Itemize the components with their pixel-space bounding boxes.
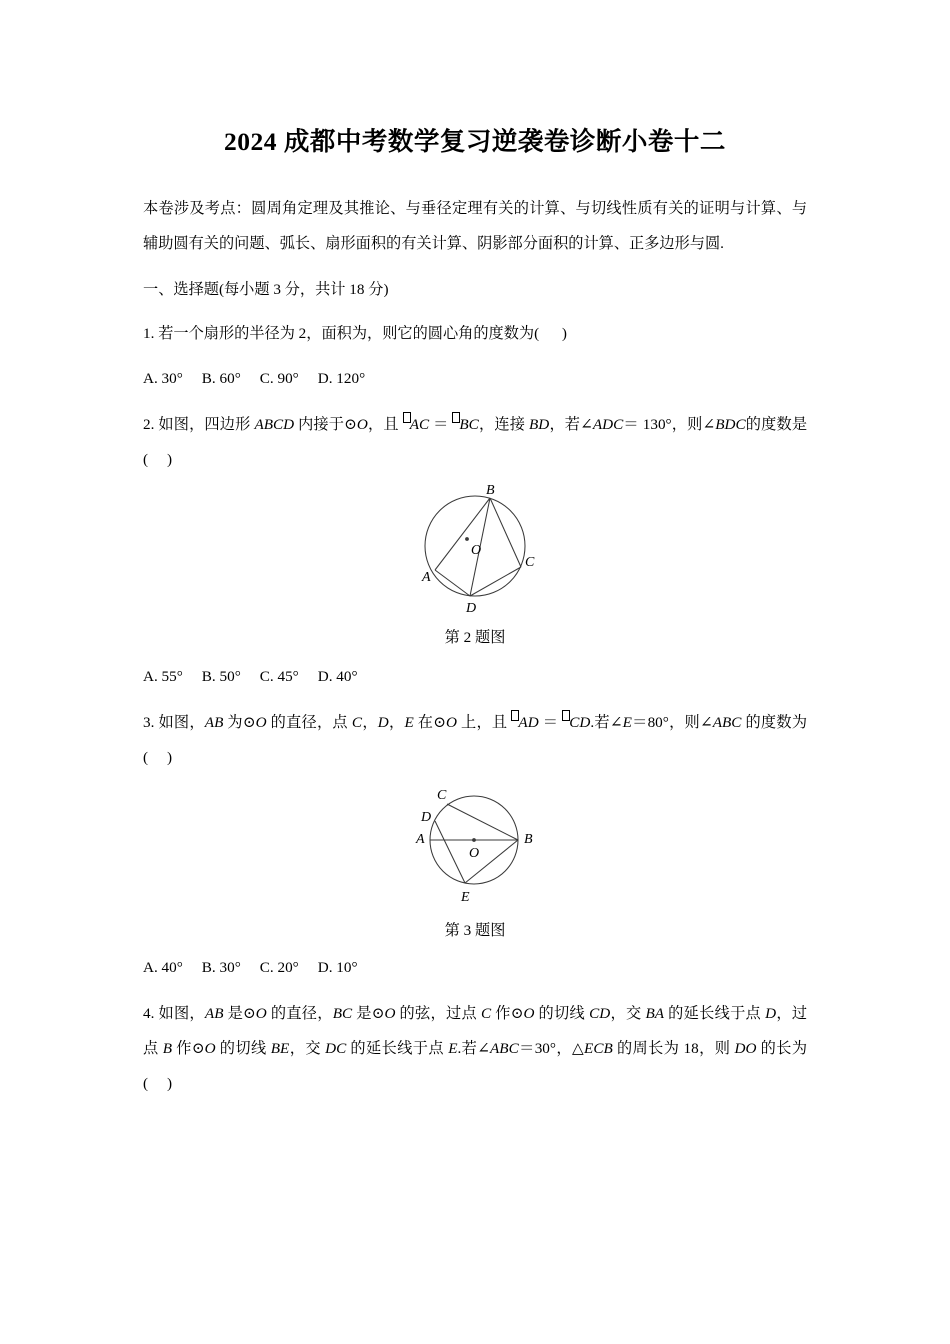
exam-scope-paragraph: 本卷涉及考点：圆周角定理及其推论、与垂径定理有关的计算、与切线性质有关的证明与计算、与辅助圆有关的问题、弧长、扇形面积的有关计算、阴影部分面积的计算、正多边形与圆.: [143, 200, 807, 252]
figure-3-label-c: C: [436, 788, 446, 803]
question-1-options: A. 30° B. 60° C. 90° D. 120°: [143, 370, 366, 387]
question-4-text: [143, 984, 807, 1101]
question-2-stem-part1: 2. 如图，四边形: [143, 416, 255, 433]
center-point-o: [465, 537, 469, 541]
question-2-stem-part4: ，连接: [478, 416, 530, 433]
question-4-stem-part13: ，交: [289, 1040, 326, 1057]
missing-glyph-box-icon: [403, 412, 411, 423]
question-3-em-d: D: [377, 714, 389, 731]
question-2-equals: ＝: [429, 416, 453, 433]
question-4-em-o3: O: [523, 1005, 535, 1022]
question-4-stem-part5: 的弦，过点: [395, 1005, 482, 1022]
question-3-text: [143, 693, 807, 775]
question-2-em-bd: BD: [529, 416, 550, 433]
question-4-em-abc: ABC: [490, 1040, 519, 1057]
question-3-em-e: E: [404, 714, 414, 731]
figure-3-label-o: O: [468, 846, 479, 861]
chord-de: [435, 821, 465, 883]
question-3-stem-part1: 3. 如图，: [143, 714, 205, 731]
question-4-stem-part2: 是⊙: [223, 1005, 256, 1022]
figure-2-caption: 第 2 题图: [444, 629, 506, 646]
figure-2-label-b: B: [485, 484, 495, 498]
question-3-em-angle-e: E: [622, 714, 632, 731]
chord-bc: [490, 498, 521, 567]
arc-notation-ad: [511, 705, 538, 740]
figure-3-label-d: D: [420, 810, 431, 825]
figure-question-2: [143, 477, 807, 619]
question-2-stem-part6: ＝ 130°，则∠: [623, 416, 716, 433]
question-2-stem-part7: 的度数是(: [143, 416, 808, 468]
question-4-answer-blank: [148, 1075, 167, 1092]
question-2-stem-part2: 内接于⊙: [294, 416, 357, 433]
question-4-stem-part16: ＝30°，: [518, 1040, 572, 1057]
figure-2-label-a: A: [421, 570, 431, 585]
figure-3-label-e: E: [460, 890, 470, 905]
figure-question-3: [143, 775, 807, 910]
question-2-em-adc: ADC: [592, 416, 624, 433]
question-4-stem-part12: 的切线: [215, 1040, 271, 1057]
figure-3-label-a: A: [415, 832, 425, 847]
question-1-stem: 1. 若一个扇形的半径为 2，面积为，则它的圆心角的度数为(: [143, 325, 540, 342]
question-2-answer-blank: [148, 451, 167, 468]
center-point-o: [472, 838, 476, 842]
question-4-em-ba: BA: [645, 1005, 665, 1022]
question-4-em-o2: O: [384, 1005, 396, 1022]
question-4-em-d: D: [765, 1005, 777, 1022]
question-4-stem-part11: 作⊙: [172, 1040, 205, 1057]
arc-notation-ac: [403, 407, 429, 442]
question-4-stem-part14: 的延长线于点: [346, 1040, 449, 1057]
question-4-em-ab: AB: [204, 1005, 224, 1022]
figure-3-svg: [393, 783, 558, 905]
question-2-text: [143, 395, 807, 477]
question-3-stem-end: ): [167, 749, 173, 766]
question-3-answer-blank: [148, 749, 167, 766]
arc-ad-letters: AD: [518, 714, 539, 731]
question-3-stem-part6: 在⊙: [413, 714, 446, 731]
question-3-stem-part9: ＝80°，则∠: [631, 714, 713, 731]
question-4-em-o1: O: [255, 1005, 267, 1022]
question-2-em-abcd: ABCD: [254, 416, 295, 433]
question-4-stem-part4: 是⊙: [352, 1005, 385, 1022]
figure-3-label-b: B: [523, 832, 533, 847]
question-1-stem-end: ): [561, 325, 567, 342]
question-4-em-cd: CD: [589, 1005, 611, 1022]
question-4-stem-part10: ，过点: [143, 1005, 808, 1057]
question-3-em-o2: O: [445, 714, 457, 731]
question-3-stem-part5: ，: [388, 714, 405, 731]
question-2-stem-part3: ，且: [367, 416, 403, 433]
question-3-equals: ＝: [538, 714, 563, 731]
question-4-stem-part17: 的周长为 18，则: [612, 1040, 735, 1057]
missing-glyph-box-icon: [452, 412, 460, 423]
question-2-em-bdc: BDC: [715, 416, 746, 433]
question-2-stem-end: ): [167, 451, 173, 468]
question-2-options: A. 55° B. 50° C. 45° D. 40°: [143, 668, 358, 685]
question-4-stem-end: ): [167, 1075, 173, 1092]
figure-3-caption: 第 3 题图: [444, 922, 506, 939]
question-4-em-be: BE: [270, 1040, 290, 1057]
question-2-stem-part5: ，若∠: [549, 416, 593, 433]
arc-cd-letters: CD: [569, 714, 591, 731]
question-3-em-ab: AB: [204, 714, 224, 731]
question-4-em-do: DO: [734, 1040, 757, 1057]
question-3-stem-part7: 上，且: [456, 714, 512, 731]
question-3-stem-part2: 为⊙: [223, 714, 256, 731]
question-4-stem-part3: 的直径，: [266, 1005, 333, 1022]
question-3-stem-part3: 的直径，点: [266, 714, 352, 731]
question-4-em-triangle-ecb: △ECB: [571, 1040, 613, 1057]
missing-glyph-box-icon: [511, 710, 519, 721]
question-4-stem-part15: .若∠: [457, 1040, 491, 1057]
question-4-em-b: B: [162, 1040, 173, 1057]
question-3-options: A. 40° B. 30° C. 20° D. 10°: [143, 959, 358, 976]
arc-ac-letters: AC: [409, 416, 430, 433]
section-heading-multiple-choice: 一、选择题(每小题 3 分，共计 18 分): [143, 281, 389, 298]
question-1-text: [143, 306, 807, 351]
question-4-stem-part18: 的长为(: [143, 1040, 808, 1092]
arc-notation-cd: [562, 705, 590, 740]
question-4-stem-part8: ，交: [610, 1005, 646, 1022]
question-3-stem-part8: .若∠: [590, 714, 623, 731]
question-4-em-bc: BC: [332, 1005, 353, 1022]
arc-notation-bc: [452, 407, 478, 442]
figure-2-svg: [393, 484, 558, 614]
question-3-em-o1: O: [255, 714, 267, 731]
page-title: 2024 成都中考数学复习逆袭卷诊断小卷十二: [224, 127, 726, 156]
chord-ba: [435, 498, 490, 570]
question-1-answer-blank: [539, 325, 562, 342]
chord-cb: [447, 804, 518, 840]
question-4-em-dc: DC: [325, 1040, 347, 1057]
figure-2-label-o: O: [470, 543, 481, 558]
arc-bc-letters: BC: [459, 416, 479, 433]
question-3-stem-part10: 的度数为(: [143, 714, 808, 766]
question-3-em-c: C: [351, 714, 363, 731]
question-4-stem-part7: 的切线: [534, 1005, 590, 1022]
figure-2-label-d: D: [465, 601, 476, 614]
question-3-stem-part4: ，: [362, 714, 378, 731]
question-4-em-c: C: [481, 1005, 492, 1022]
figure-2-label-c: C: [524, 555, 534, 570]
missing-glyph-box-icon: [562, 710, 570, 721]
question-2-em-o: O: [356, 416, 368, 433]
chord-ad: [435, 570, 470, 596]
question-4-stem-part6: 作⊙: [491, 1005, 524, 1022]
question-4-stem-part1: 4. 如图，: [143, 1005, 205, 1022]
question-4-em-o4: O: [204, 1040, 216, 1057]
question-4-em-e: E: [448, 1040, 458, 1057]
question-4-stem-part9: 的延长线于点: [664, 1005, 766, 1022]
question-3-em-abc: ABC: [712, 714, 742, 731]
